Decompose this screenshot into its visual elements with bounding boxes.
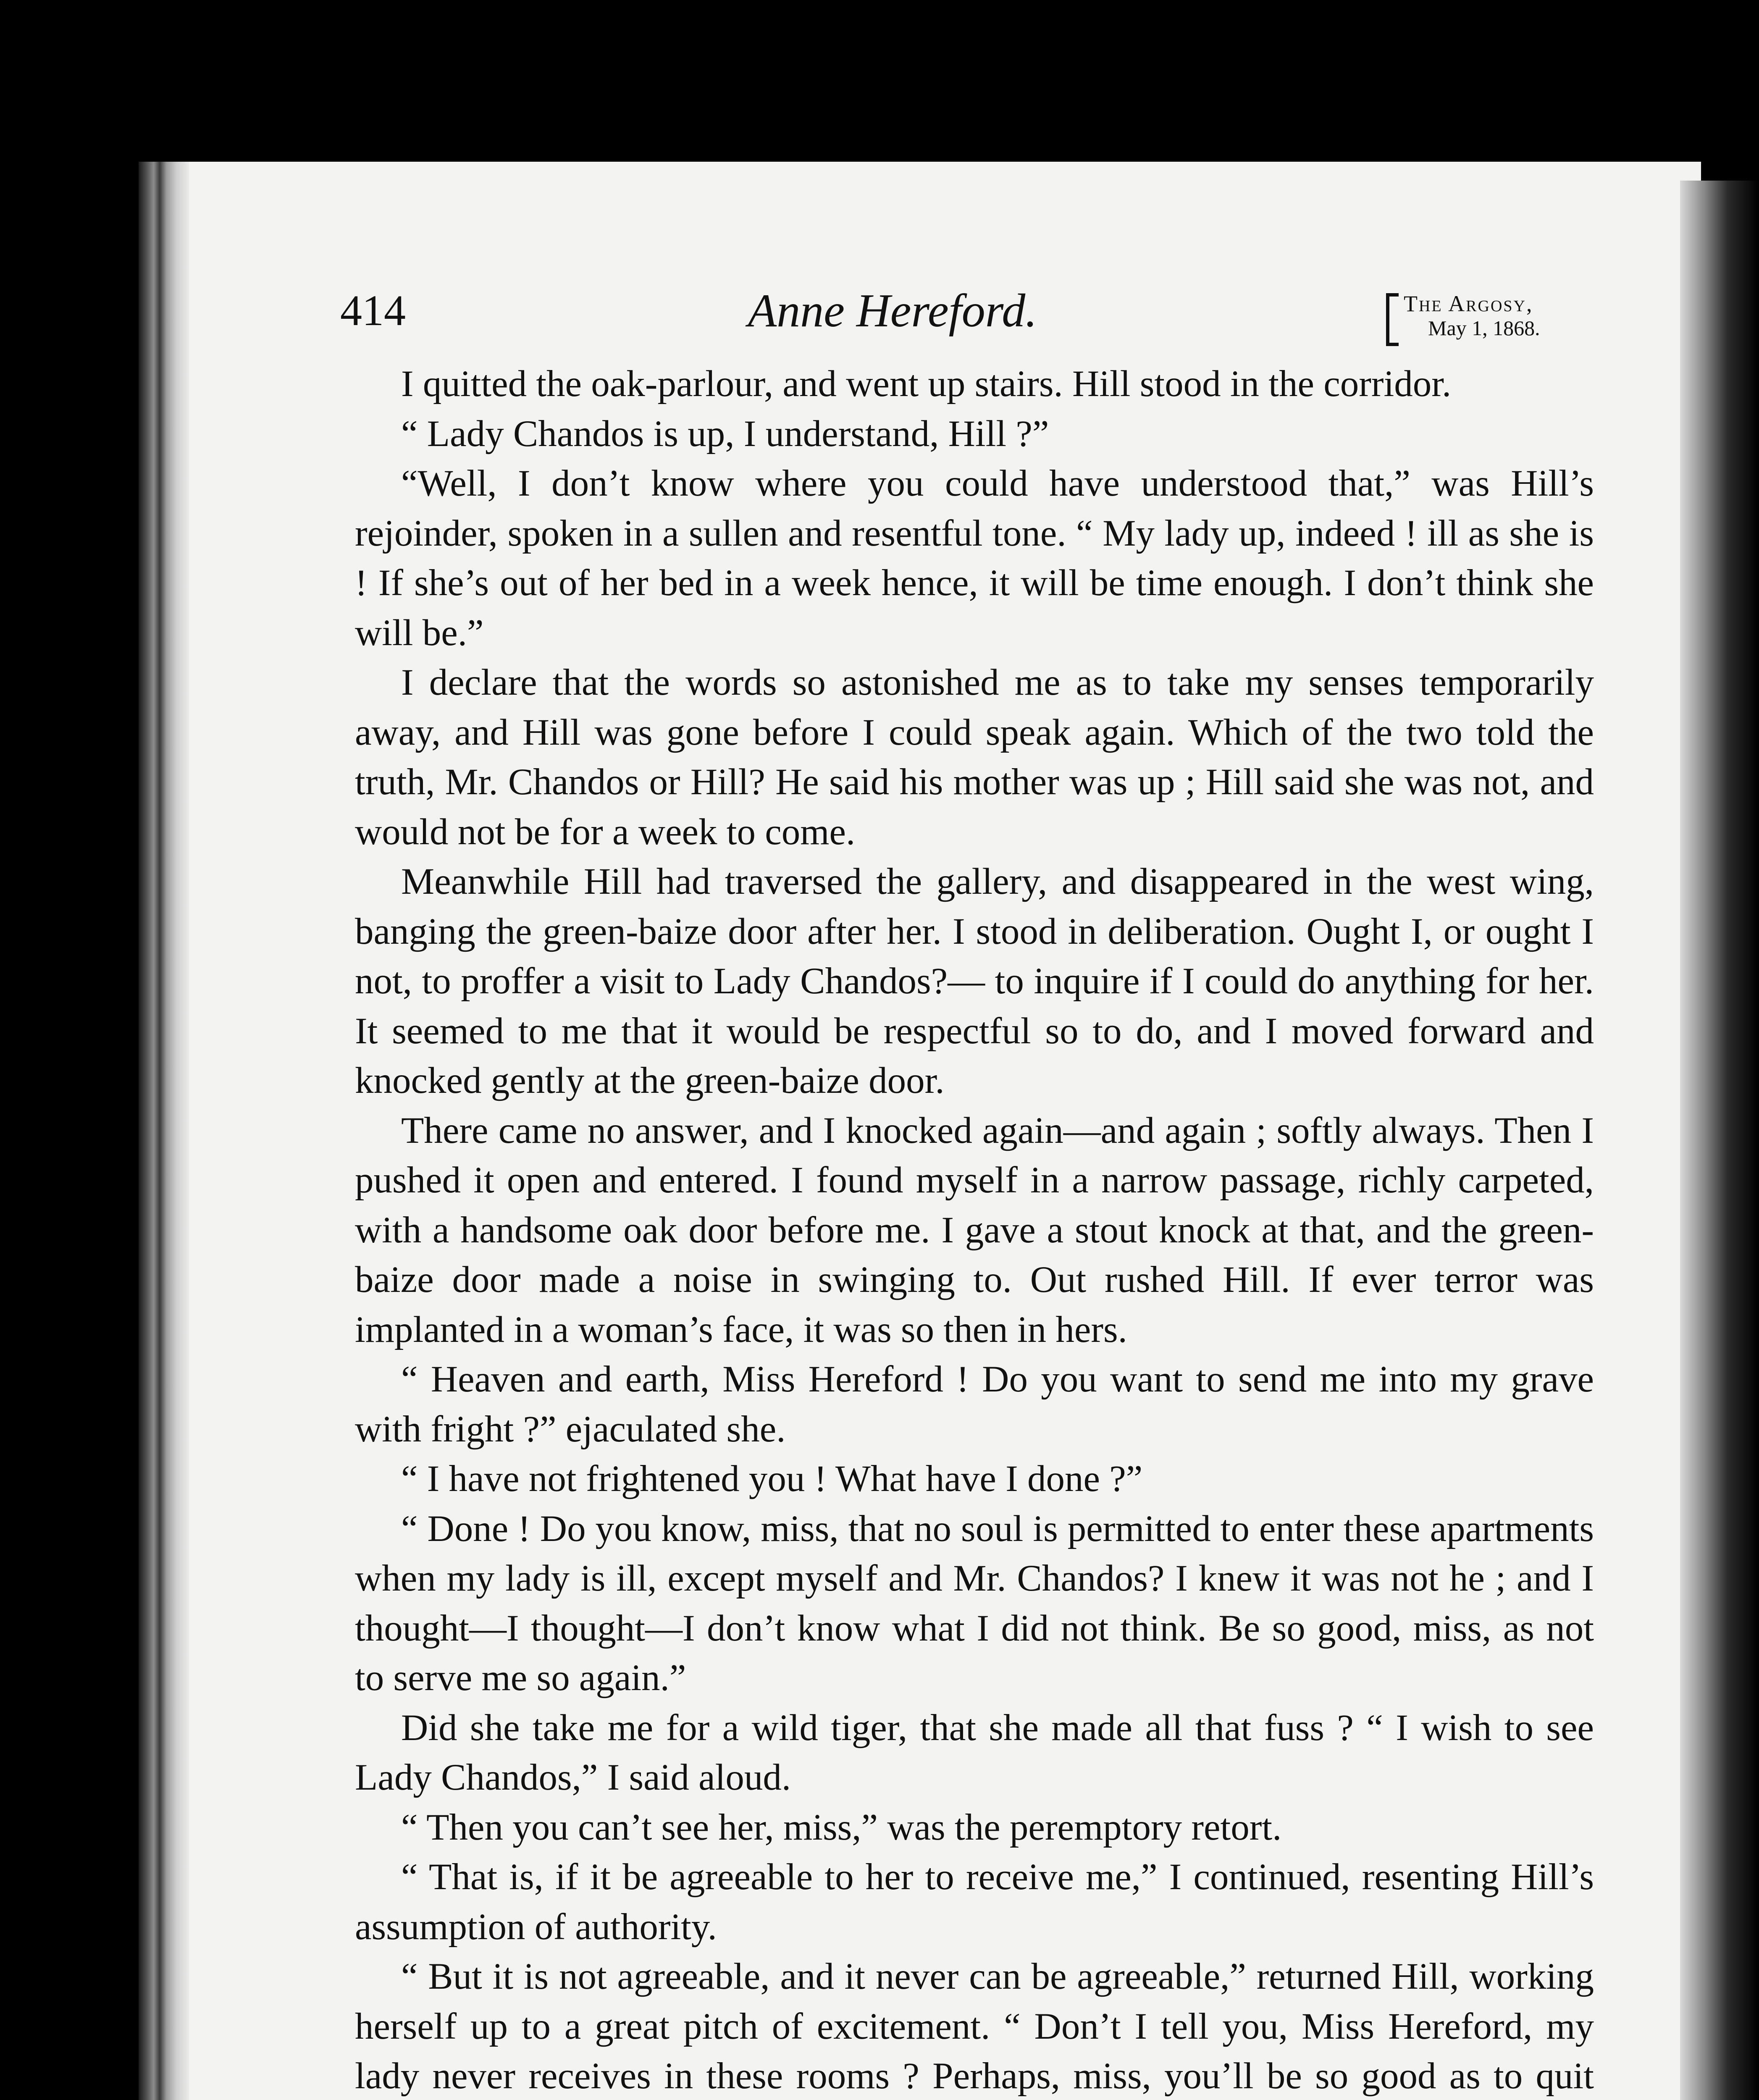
- journal-reference: [1386, 269, 1583, 353]
- paragraph: “ I have not frightened you ! What have I done ?”: [401, 1458, 1143, 1499]
- running-title: Anne Hereford.: [748, 285, 1037, 337]
- paragraph: “ Then you can’t see her, miss,” was the peremptory retort.: [401, 1806, 1282, 1848]
- paragraph: Meanwhile Hill had traversed the gallery, and disappeared in the west wing, banging the green-baize door after her. I stood in deliberation. Ought I, or ought I not, to proffer a visit to Lady Chandos?— to inquire if I could do anything for her. It seemed to me that it would be respectful so to do, and I moved forward and knocked gently at the green-baize door.: [355, 861, 1594, 1101]
- paragraph: “ Done ! Do you know, miss, that no soul is permitted to enter these apartments when my lady is ill, except myself and Mr. Chandos? I knew it was not he ; and I thought—I thought—I don’t know what I did not think. Be so good, miss, as not to serve me so again.”: [355, 1508, 1594, 1698]
- paragraph: “ That is, if it be agreeable to her to receive me,” I continued, resenting Hill’s assumption of authority.: [355, 1856, 1594, 1948]
- journal-date: May 1, 1868.: [1428, 316, 1540, 340]
- paragraph: “ Heaven and earth, Miss Hereford ! Do you want to send me into my grave with fright ?” ejaculated she.: [355, 1359, 1594, 1450]
- paragraph: I quitted the oak-parlour, and went up stairs. Hill stood in the corridor.: [401, 363, 1452, 404]
- paragraph: “Well, I don’t know where you could have understood that,” was Hill’s rejoinder, spoken in a sullen and resentful tone. “ My lady up, indeed ! ill as she is ! If she’s out of her bed in a week hence, it will be time enough. I don’t think she will be.”: [355, 463, 1594, 654]
- bracket-mark: [1386, 293, 1399, 346]
- page-edge-shadow: [1680, 181, 1759, 2100]
- paragraph: I declare that the words so astonished me as to take my senses temporarily away, and Hill was gone before I could speak again. Which of the two told the truth, Mr. Chandos or Hill? He said his mother was up ; Hill said she was not, and would not be for a week to come.: [355, 662, 1594, 853]
- page-number: 414: [340, 286, 406, 335]
- paragraph: “ Lady Chandos is up, I understand, Hill ?”: [401, 413, 1049, 454]
- paragraph: “ But it is not agreeable, and it never can be agreeable,” returned Hill, working herself up to a great pitch of excitement. “ Don’t I tell you, Miss Hereford, my lady never receives in these rooms ? Perhaps, miss, you’ll be so good as to quit: [355, 1956, 1594, 2097]
- body-text: [355, 359, 1594, 2100]
- paragraph: Did she take me for a wild tiger, that she made all that fuss ? “ I wish to see Lady Chandos,” I said aloud.: [355, 1707, 1594, 1798]
- paragraph: There came no answer, and I knocked again—and again ; softly always. Then I pushed it open and entered. I found myself in a narrow passage, richly carpeted, with a handsome oak door before me. I gave a stout knock at that, and the green-baize door made a noise in swinging to. Out rushed Hill. If ever terror was implanted in a woman’s face, it was so then in hers.: [355, 1110, 1594, 1350]
- book-binding-gutter: [139, 162, 189, 2100]
- journal-name: The Argosy,: [1404, 291, 1533, 316]
